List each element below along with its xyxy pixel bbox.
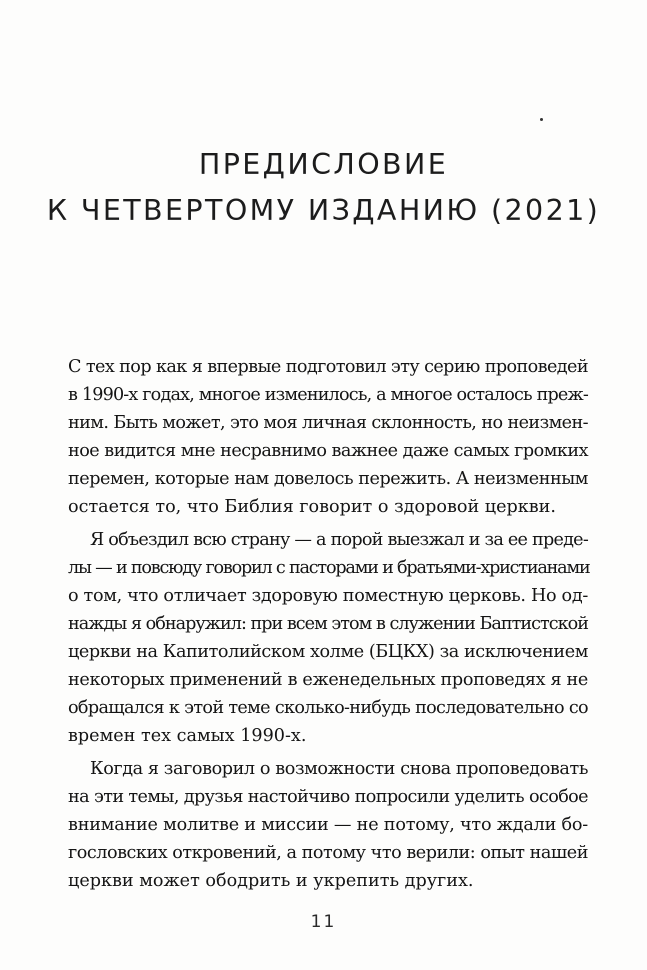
text-line: времен тех самых 1990-х. — [68, 726, 307, 746]
text-line: церкви может ободрить и укрепить других. — [68, 871, 474, 891]
text-line: С тех пор как я впервые подготовил эту серию проповедей — [68, 357, 588, 377]
text-line: остается то, что Библия говорит о здоровой церкви. — [68, 497, 556, 517]
text-line: ное видится мне несравнимо важнее даже самых громких — [68, 441, 588, 461]
text-line: нажды я обнаружил: при всем этом в служении Баптистской — [68, 614, 589, 634]
text-line: внимание молитве и миссии — не потому, что ждали бо- — [68, 815, 588, 835]
text-line: на эти темы, друзья настойчиво попросили уделить особое — [68, 787, 588, 807]
print-speck — [540, 118, 543, 121]
text-line: некоторых применений в еженедельных проповедях я не — [68, 670, 589, 690]
heading-line-1: ПРЕДИСЛОВИЕ — [198, 148, 449, 181]
heading-line-2: К ЧЕТВЕРТОМУ ИЗДАНИЮ (2021) — [46, 194, 601, 227]
text-line: Когда я заговорил о возможности снова проповедовать — [90, 759, 588, 779]
page-number: 11 — [310, 912, 337, 932]
text-line: гословских откровений, а потому что верили: опыт нашей — [68, 843, 589, 863]
paragraph-2 — [68, 526, 588, 750]
text-line: церкви на Капитолийском холме (БЦКХ) за исключением — [68, 642, 588, 662]
chapter-heading — [0, 142, 647, 234]
text-line: о том, что отличает здоровую поместную церковь. Но од- — [68, 586, 588, 606]
body-text — [68, 353, 588, 895]
paragraph-3 — [68, 755, 588, 895]
paragraph-1 — [68, 353, 588, 521]
text-line: лы — и повсюду говорил с пасторами и братьями-христианами — [68, 558, 590, 578]
text-line: Я объездил всю страну — а порой выезжал и за ее преде- — [90, 530, 589, 550]
text-line: в 1990-х годах, многое изменилось, а многое осталось преж- — [68, 385, 588, 405]
text-line: перемен, которые нам довелось пережить. А неизменным — [68, 469, 589, 489]
text-line: обращался к этой теме сколько-нибудь последовательно со — [68, 698, 588, 718]
text-line: ним. Быть может, это моя личная склонность, но неизмен- — [68, 413, 589, 433]
